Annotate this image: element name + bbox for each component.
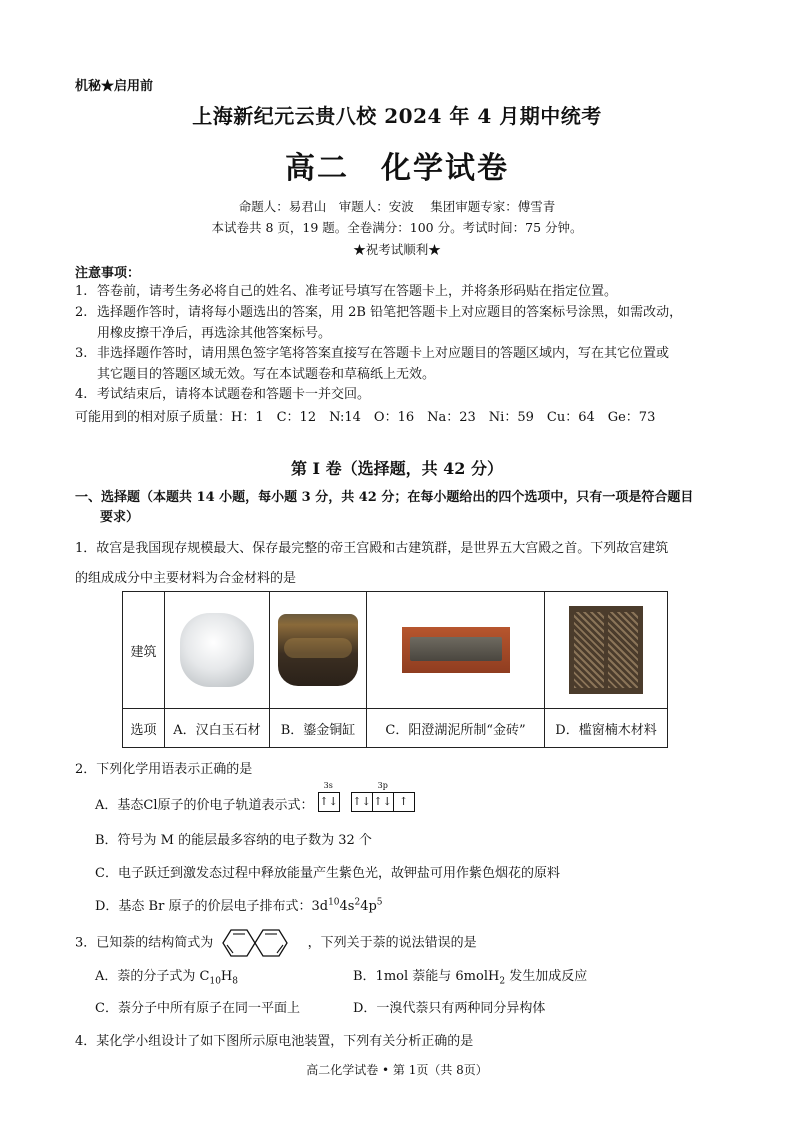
question-2-option-d <box>95 895 383 914</box>
question-1-stem: 1．故宫是我国现存规模最大、保存最完整的帝王宫殿和古建筑群，是世界五大宫殿之首。下列故宫建筑 <box>75 541 669 556</box>
part-heading-line-continued: 要求） <box>100 510 140 525</box>
question-4-stem: 4．某化学小组设计了如下图所示原电池装置，下列有关分析正确的是 <box>75 1034 474 1049</box>
question-2-option-c: C．电子跃迁到激发态过程中释放能量产生紫色光，故钾盐可用作紫色烟花的原料 <box>95 866 560 881</box>
option-text: 4p <box>360 899 377 914</box>
note-number: 3. <box>75 346 88 361</box>
note-text: 考试结束后，请将本试题卷和答题卡一并交回。 <box>97 387 371 402</box>
atomic-masses: 可能用到的相对原子质量：H：1 C：12 N:14 O：16 Na：23 Ni：59 Cu：64 Ge：73 <box>75 410 656 425</box>
option-text: 发生加成反应 <box>505 969 588 984</box>
table-cell <box>545 592 668 709</box>
authors-line: 命题人：易君山 审题人：安波 集团审题专家：傅雪青 <box>238 199 556 214</box>
section-title: 第 I 卷（选择题，共 42 分） <box>290 459 504 478</box>
notes-heading: 注意事项： <box>75 266 141 281</box>
note-item <box>75 384 735 405</box>
secret-label: 机秘★启用前 <box>75 79 154 94</box>
subscript: 10 <box>209 976 221 987</box>
subject-title: 高二 化学试卷 <box>285 151 509 186</box>
question-3-stem <box>75 928 735 958</box>
orbital-box: ↑↓ <box>318 792 340 812</box>
stem-text: 3．已知萘的结构简式为 <box>75 935 214 951</box>
note-number: 1. <box>75 284 88 299</box>
option-text: A．萘的分子式为 C <box>95 969 210 984</box>
row-label-option: 选项 <box>123 709 165 748</box>
orbital-3s-label: 3s <box>323 780 333 790</box>
note-item <box>75 343 735 385</box>
orbital-diagram <box>318 780 414 812</box>
orbital-box: ↑↓ <box>351 792 373 812</box>
option-c: C．阳澄湖泥所制“金砖” <box>367 709 545 748</box>
question-2-option-b: B．符号为 M 的能层最多容纳的电子数为 32 个 <box>95 833 372 848</box>
option-text: 4s <box>339 899 355 914</box>
superscript: 5 <box>376 897 383 908</box>
option-b: B．鎏金铜缸 <box>270 709 367 748</box>
note-item <box>75 302 735 344</box>
gilt-bronze-vat-icon <box>278 614 358 686</box>
part-heading <box>75 488 735 528</box>
stem-text: ，下列关于萘的说法错误的是 <box>307 935 477 951</box>
table-cell <box>367 592 545 709</box>
note-text-continued: 用橡皮擦干净后，再选涂其他答案标号。 <box>97 326 332 341</box>
exam-title: 上海新纪元云贵八校 2024 年 4 月期中统考 <box>192 104 602 128</box>
nanmu-window-icon <box>569 606 643 694</box>
note-number: 2. <box>75 305 88 320</box>
note-text: 答卷前，请考生务必将自己的姓名、准考证号填写在答题卡上，并将条形码贴在指定位置。 <box>97 284 618 299</box>
note-number: 4. <box>75 387 88 402</box>
table-row <box>123 709 668 748</box>
exam-info-line: 本试卷共 8 页，19 题。全卷满分：100 分。考试时间：75 分钟。 <box>211 220 583 235</box>
jade-lion-icon <box>180 613 254 687</box>
question-3-option-d: D．一溴代萘只有两种同分异构体 <box>353 1001 546 1016</box>
option-text: D．基态 Br 原子的价层电子排布式：3d <box>95 899 329 914</box>
table-row <box>123 592 668 709</box>
subscript: 2 <box>499 976 506 987</box>
superscript: 2 <box>354 897 361 908</box>
question-3-option-b <box>353 965 587 987</box>
note-text: 选择题作答时，请将每小题选出的答案，用 2B 铅笔把答题卡上对应题目的答案标号涂黑，如需改动， <box>97 305 683 320</box>
page-footer: 高二化学试卷 • 第 1页（共 8页） <box>306 1063 488 1077</box>
option-text: H <box>220 969 233 984</box>
option-text: A．基态Cl原子的价电子轨道表示式： <box>95 798 314 813</box>
golden-brick-icon <box>402 627 510 673</box>
question-2-stem: 2．下列化学用语表示正确的是 <box>75 762 253 777</box>
question-2-option-a <box>95 780 414 816</box>
question-3-option-c: C．萘分子中所有原子在同一平面上 <box>95 1001 300 1016</box>
row-label-building: 建筑 <box>123 592 165 709</box>
option-a: A．汉白玉石材 <box>165 709 270 748</box>
naphthalene-structure-icon <box>219 928 301 958</box>
building-materials-table <box>122 591 668 748</box>
option-d: D．槛窗楠木材料 <box>545 709 668 748</box>
table-cell <box>165 592 270 709</box>
question-1-stem-continued: 的组成成分中主要材料为合金材料的是 <box>75 571 297 586</box>
subscript: 8 <box>232 976 238 987</box>
table-cell <box>270 592 367 709</box>
option-text: B．1mol 萘能与 6molH <box>353 969 500 984</box>
note-text-continued: 其它题目的答题区域无效。写在本试题卷和草稿纸上无效。 <box>97 367 436 382</box>
orbital-3p-label: 3p <box>377 780 388 790</box>
wish-line: ★祝考试顺利★ <box>353 242 441 257</box>
question-3-option-a <box>95 965 238 987</box>
orbital-box: ↑↓ <box>372 792 394 812</box>
orbital-box: ↑ <box>393 792 415 812</box>
superscript: 10 <box>328 897 340 908</box>
note-item <box>75 281 735 302</box>
note-text: 非选择题作答时，请用黑色签字笔将答案直接写在答题卡上对应题目的答题区域内，写在其它位置或 <box>97 346 670 361</box>
part-heading-line: 一、选择题（本题共 14 小题，每小题 3 分，共 42 分；在每小题给出的四个选项中，只有一项是符合题目 <box>75 490 694 505</box>
